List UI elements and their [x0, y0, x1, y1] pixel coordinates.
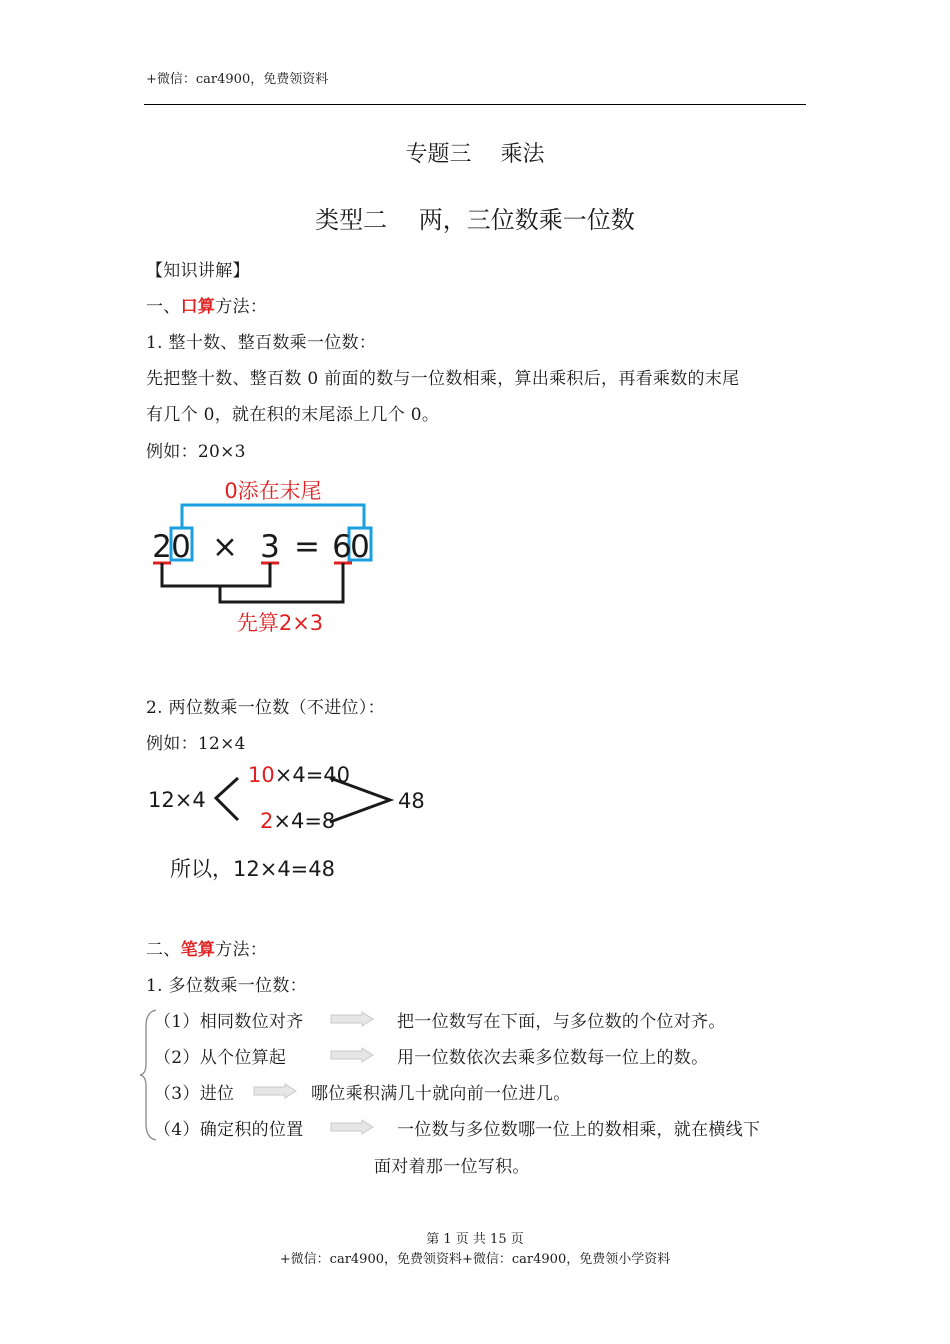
digit-0-left: 0: [171, 529, 191, 565]
section2-highlight: 笔算: [180, 940, 216, 960]
step-1-desc: 把一位数写在下面，与多位数的个位对齐。: [397, 1012, 726, 1032]
section1-prefix: 一、: [146, 297, 181, 317]
footer-wechat-note: +微信：car4900，免费领资料+微信：car4900，免费领小学资料: [279, 1252, 671, 1267]
step-3-desc: 哪位乘积满几十就向前一位进几。: [311, 1084, 571, 1104]
label-zero-at-end: 0添在末尾: [224, 479, 322, 503]
step-2-arrow-icon: [330, 1047, 374, 1063]
bottom-split: [260, 809, 335, 833]
footer-page-number: 第 1 页 共 15 页: [426, 1232, 524, 1247]
top-split-red: 10: [248, 763, 275, 787]
conclusion: 所以，12×4=48: [170, 857, 335, 881]
section1-item1-line1: 先把整十数、整百数 0 前面的数与一位数相乘，算出乘积后，再看乘数的末尾: [146, 369, 740, 389]
step-1-label: （1）相同数位对齐: [154, 1012, 304, 1032]
step-4-arrow-icon: [330, 1119, 374, 1135]
section2-item1-title: 1. 多位数乘一位数：: [146, 976, 307, 996]
digit-2: 2: [152, 529, 172, 565]
label-compute-first: 先算2×3: [236, 611, 324, 635]
step-4-desc-cont: 面对着那一位写积。: [374, 1157, 530, 1177]
figure-12x4-diagram: [140, 758, 440, 888]
step-3-label: （3）进位: [154, 1084, 235, 1104]
bottom-split-red: 2: [260, 809, 274, 833]
section1-item1-title: 1. 整十数、整百数乘一位数：: [146, 333, 377, 353]
step-1-arrow-icon: [330, 1011, 374, 1027]
step-4-desc: 一位数与多位数哪一位上的数相乘，就在横线下: [397, 1120, 761, 1140]
split-bracket-left: [216, 778, 238, 820]
top-split: [248, 763, 350, 787]
left-expression: 12×4: [148, 788, 206, 812]
step-3-arrow-icon: [253, 1083, 297, 1099]
section1-item2-title: 2. 两位数乘一位数（不进位）：: [146, 698, 385, 718]
digit-0-right: 0: [350, 529, 370, 565]
step-2-desc: 用一位数依次去乘多位数每一位上的数。: [397, 1048, 709, 1068]
step-2-label: （2）从个位算起: [154, 1048, 287, 1068]
section1-heading: [146, 292, 267, 317]
example1-label: 例如：20×3: [146, 442, 246, 462]
header-divider: [144, 104, 806, 105]
top-blue-bracket: [182, 505, 364, 528]
knowledge-label: 【知识讲解】: [146, 261, 250, 281]
step-4-label: （4）确定积的位置: [154, 1120, 304, 1140]
section1-suffix: 方法：: [215, 297, 268, 317]
type-title: 类型二 两，三位数乘一位数: [315, 206, 635, 234]
section1-highlight: 口算: [180, 297, 216, 317]
top-split-rest: ×4=40: [274, 763, 351, 787]
topic-title: 专题三 乘法: [405, 142, 545, 167]
section1-item1-line2: 有几个 0，就在积的末尾添上几个 0。: [146, 405, 440, 425]
section2-prefix: 二、: [146, 940, 181, 960]
digit-3: 3: [260, 529, 280, 565]
digit-6: 6: [332, 529, 352, 565]
section2-heading: [146, 935, 267, 960]
bracket-to-6: [220, 563, 343, 602]
section2-suffix: 方法：: [215, 940, 268, 960]
bottom-split-rest: ×4=8: [273, 809, 336, 833]
times-sign: ×: [212, 529, 238, 565]
result-48: 48: [398, 789, 425, 813]
figure-20x3-diagram: [140, 470, 400, 640]
bracket-2-3: [162, 563, 270, 586]
header-wechat-note: +微信：car4900，免费领资料: [146, 72, 329, 87]
equals-sign: =: [294, 529, 320, 565]
example2-label: 例如：12×4: [146, 734, 246, 754]
